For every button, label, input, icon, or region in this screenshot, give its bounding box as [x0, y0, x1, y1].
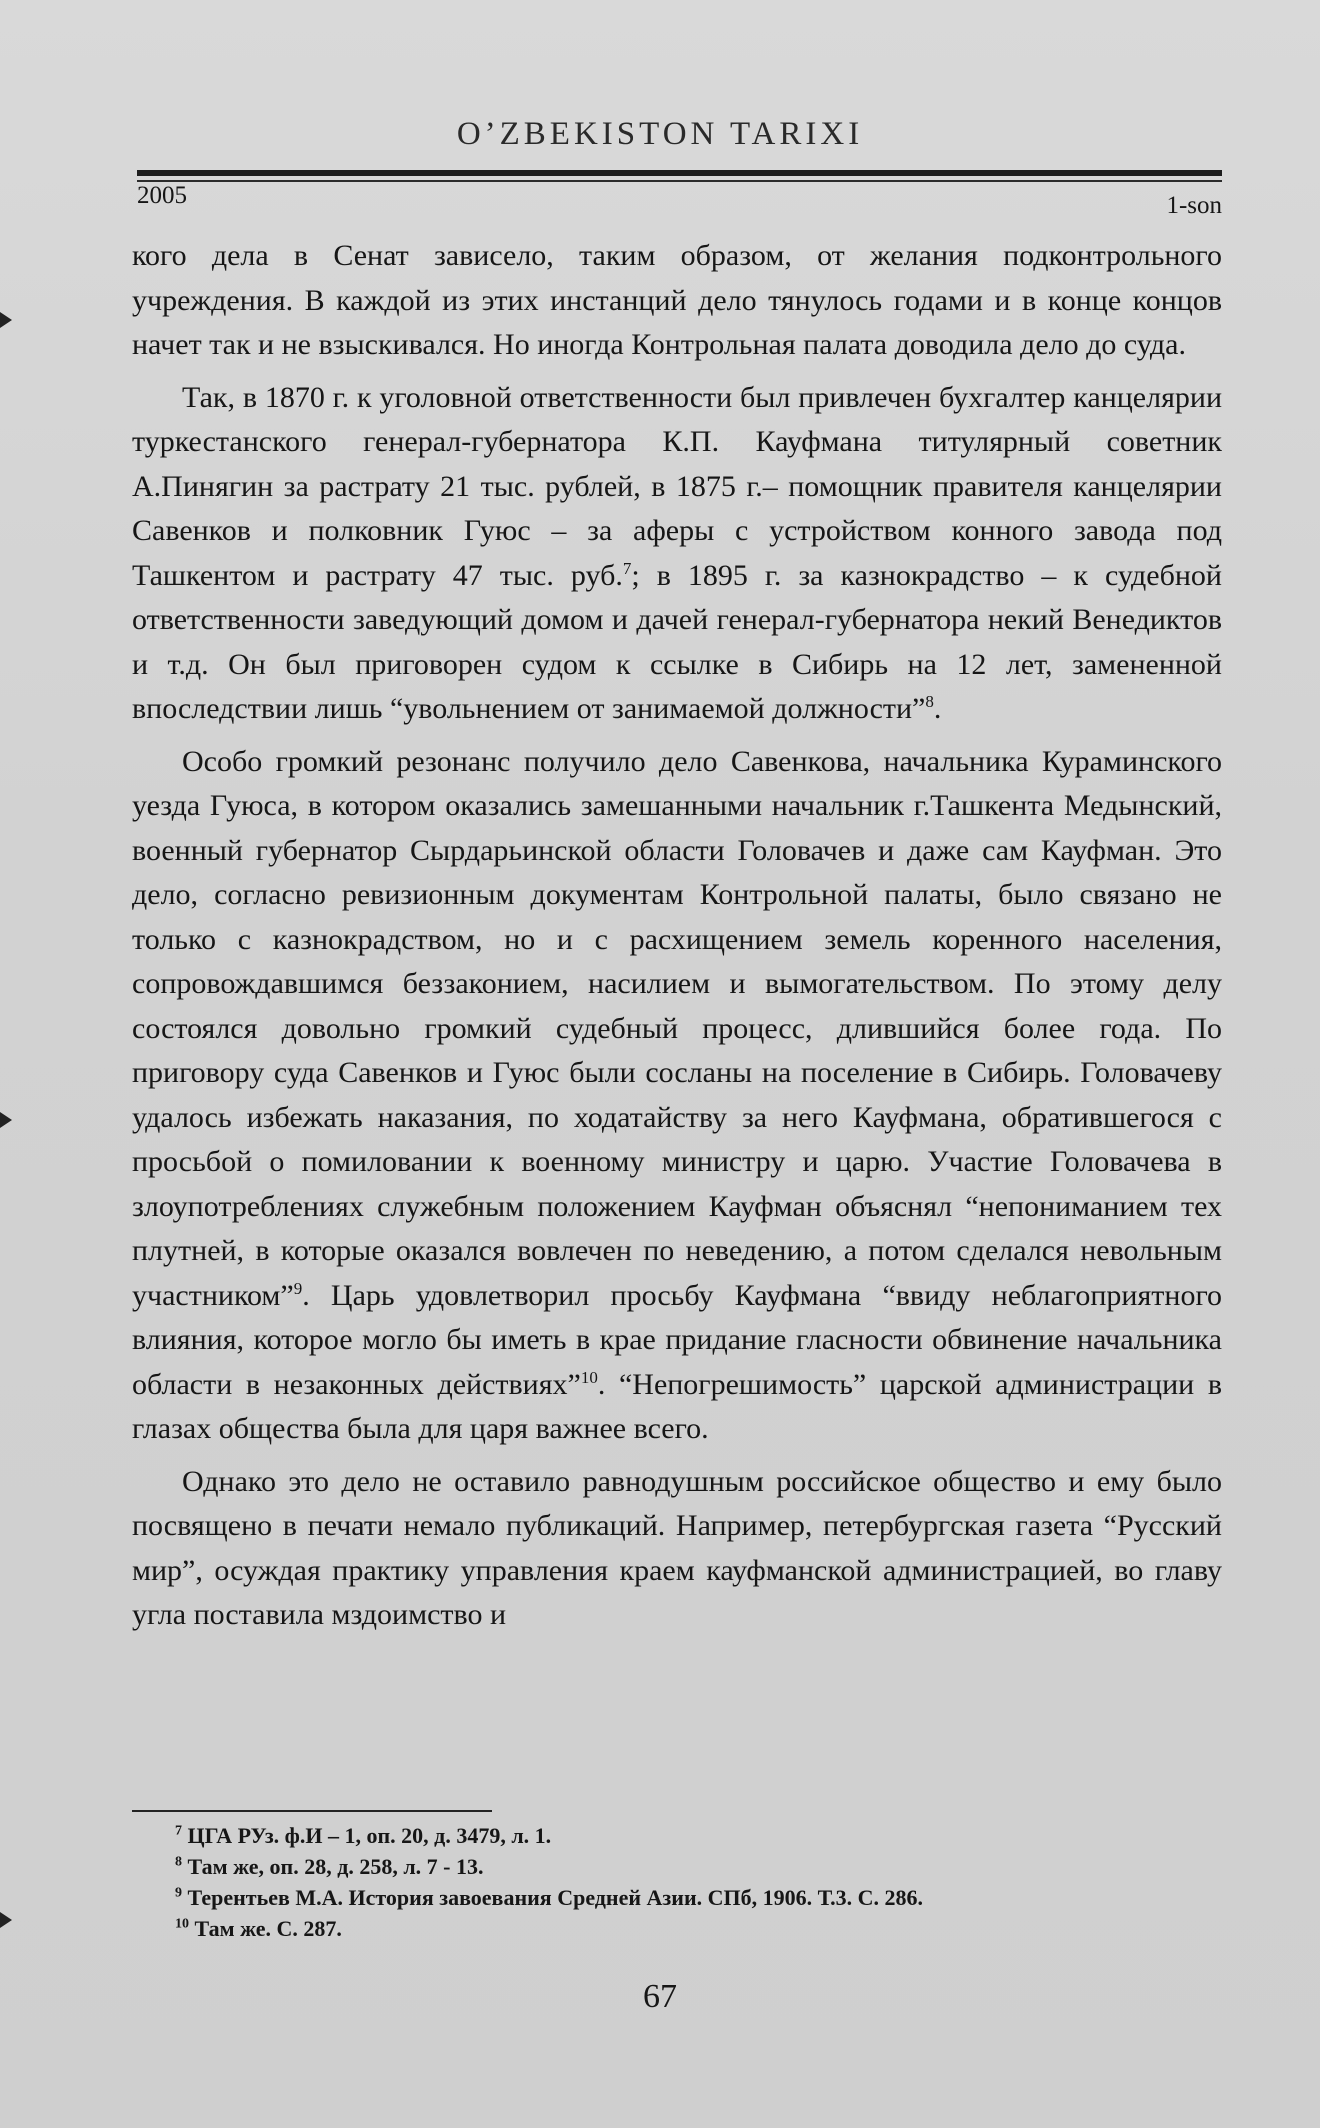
footnote-ref-7[interactable]: 7 — [622, 558, 632, 578]
header-rule-thin — [137, 180, 1222, 182]
footnote-text: Там же, оп. 28, д. 258, л. 7 - 13. — [182, 1854, 484, 1879]
binding-mark — [0, 1912, 12, 1928]
footnote-10 — [175, 1913, 1215, 1944]
footnote-text: Терентьев М.А. История завоевания Средней Азии. СПб, 1906. Т.3. С. 286. — [182, 1885, 923, 1910]
footnote-8 — [175, 1851, 1215, 1882]
paragraph-2 — [132, 376, 1222, 732]
header-issue: 1-son — [1166, 192, 1222, 219]
footnote-number: 7 — [175, 1823, 182, 1839]
paragraph-1 — [132, 234, 1222, 368]
footnote-number: 9 — [175, 1885, 182, 1901]
footnote-ref-8[interactable]: 8 — [925, 692, 934, 711]
paragraph-4-text: Однако это дело не оставило равнодушным российское общество и ему было посвящено в печати немало публикаций. Например, петербургская газета “Русский мир”, осуждая практику управления краем кауфманской администрацией, во главу угла поставила мздоимство и — [132, 1464, 1222, 1631]
header-rule-thick — [137, 170, 1222, 176]
binding-mark — [0, 312, 12, 328]
binding-mark — [0, 1112, 12, 1128]
header-year: 2005 — [137, 182, 187, 209]
paragraph-2-text-b: ; в 1895 г. за казнокрадство – к судебной ответственности заведующий домом и дачей генерал-губернатора некий Венедиктов и т.д. Он был приговорен судом к ссылке в Сибирь на 12 лет, замененной впоследствии лишь “увольнением от занимаемой должности” — [132, 558, 1222, 725]
footnote-ref-10[interactable]: 10 — [580, 1367, 598, 1387]
footnote-rule — [132, 1810, 492, 1812]
footnote-ref-9[interactable]: 9 — [293, 1278, 303, 1298]
footnote-number: 8 — [175, 1854, 182, 1870]
paragraph-3 — [132, 740, 1222, 1452]
footnote-text: ЦГА РУз. ф.И – 1, оп. 20, д. 3479, л. 1. — [182, 1823, 552, 1848]
paragraph-3-text-a: Особо громкий резонанс получило дело Савенкова, начальника Кураминского уезда Гуюса, в котором оказались замешанными начальник г.Ташкента Медынский, военный губернатор Сырдарьинской области Головачев и даже сам Кауфман. Это дело, согласно ревизионным документам Контрольной палаты, было связано не только с казнокрадством, но и с расхищением земель коренного населения, сопровождавшимся беззаконием, насилием и вымогательством. По этому делу состоялся довольно громкий судебный процесс, длившийся более года. По приговору суда Савенков и Гуюс были сосланы на поселение в Сибирь. Головачеву удалось избежать наказания, по ходатайству за него Кауфмана, обратившегося с просьбой о помиловании к военному министру и царю. Участие Головачева в злоупотреблениях служебным положением Кауфман объяснял “непониманием тех плутней, в которые оказался вовлечен по неведению, а потом сделался невольным участником” — [132, 744, 1222, 1312]
footnote-number: 10 — [175, 1916, 189, 1932]
paragraph-3-text-c: . “Непогрешимость” царской администрации в глазах общества была для царя важнее всего. — [132, 1367, 1222, 1445]
paragraph-3-text-b: . Царь удовлетворил просьбу Кауфмана “ввиду неблагоприятного влияния, которое могло бы иметь в крае придание гласности обвинение начальника области в незаконных действиях” — [132, 1278, 1222, 1401]
page-number: 67 — [643, 1978, 677, 2015]
footnote-9 — [175, 1882, 1215, 1913]
journal-title: O’ZBEKISTON TARIXI — [456, 116, 864, 152]
footnotes — [175, 1820, 1215, 1944]
paragraph-1-text: кого дела в Сенат зависело, таким образом, от желания подконтрольного учреждения. В каждой из этих инстанций дело тянулось годами и в конце концов начет так и не взыскивался. Но иногда Контрольная палата доводила дело до суда. — [132, 239, 1222, 361]
footnote-text: Там же. С. 287. — [189, 1916, 342, 1941]
body-text — [132, 234, 1222, 1646]
paragraph-2-text-a: Так, в 1870 г. к уголовной ответственности был привлечен бухгалтер канцелярии туркестанского генерал-губернатора К.П. Кауфмана титулярный советник А.Пинягин за растрату 21 тыс. рублей, в 1875 г.– помощник правителя канцелярии Савенков и полковник Гуюс – за аферы с устройством конного завода под Ташкентом и растрату 47 тыс. руб. — [132, 380, 1222, 592]
paragraph-2-end: . — [933, 692, 942, 725]
paragraph-4 — [132, 1460, 1222, 1638]
footnote-7 — [175, 1820, 1215, 1851]
